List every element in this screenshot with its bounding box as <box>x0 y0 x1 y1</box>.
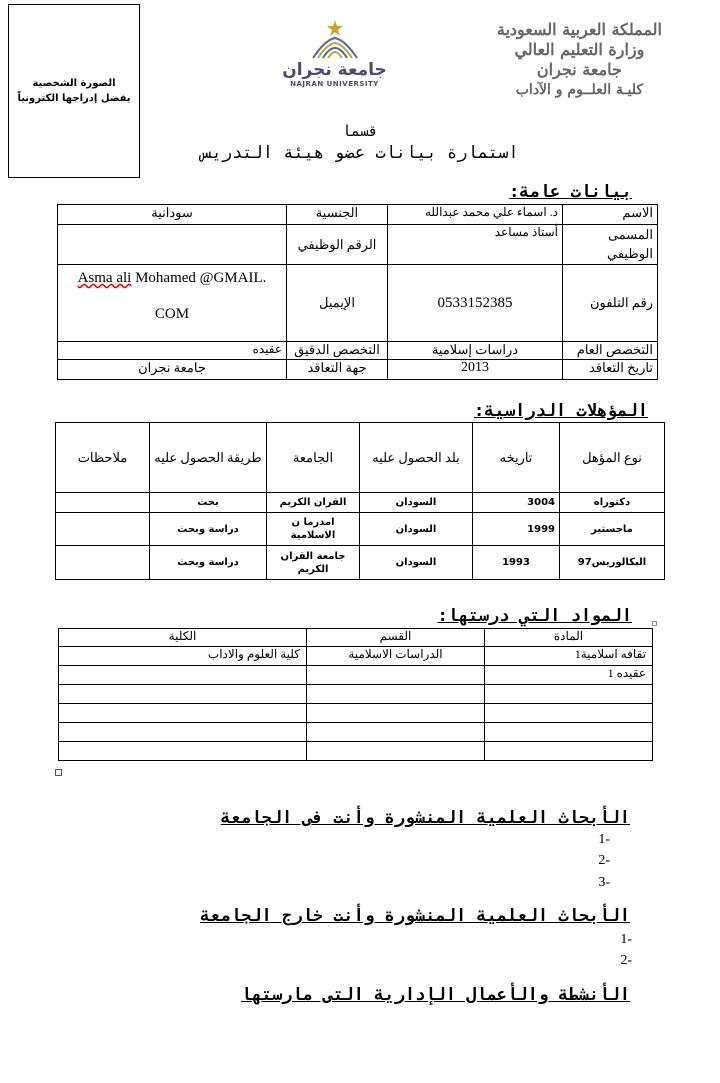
course-cell[interactable] <box>59 685 307 704</box>
course-cell[interactable]: الدراسات الاسلامية <box>307 647 485 666</box>
course-header-subject: المادة <box>485 629 653 647</box>
nationality-label: الجنسية <box>287 205 388 225</box>
phone-label: رقم التلفون <box>563 265 658 342</box>
course-header-department: القسم <box>307 629 485 647</box>
contract-date-label: تاريخ التعاقد <box>563 360 658 380</box>
name-label: الاسم <box>563 205 658 225</box>
course-cell[interactable]: عقيده 1 <box>485 666 653 685</box>
table-resize-handle[interactable] <box>55 769 62 776</box>
qual-header-country: بلد الحصول عليه <box>360 423 473 493</box>
form-title: استمارة بيانات عضو هيئة التدريس <box>201 143 519 163</box>
qual-cell[interactable]: بحث <box>150 493 267 513</box>
general-data-table <box>57 204 658 380</box>
table-row <box>56 513 665 546</box>
job-number-label: الرقم الوظيفي <box>287 225 388 265</box>
research-inside-item-1[interactable]: -1 <box>598 832 610 847</box>
course-cell[interactable] <box>307 723 485 742</box>
research-inside-item-3[interactable]: -3 <box>598 875 610 890</box>
general-spec-value[interactable]: دراسات إسلامية <box>388 342 563 360</box>
qual-cell[interactable]: 1999 <box>473 513 560 546</box>
precise-spec-label: التخصص الدقيق <box>287 342 388 360</box>
table-row <box>59 685 653 704</box>
qual-cell[interactable]: البكالوريس97 <box>560 546 665 580</box>
qualifications-table <box>55 422 665 580</box>
research-outside-item-2[interactable]: -2 <box>620 953 632 968</box>
qual-header-type: نوع المؤهل <box>560 423 665 493</box>
course-cell[interactable] <box>485 742 653 761</box>
header-line-4: كليـة العلــوم و الآداب <box>515 82 644 98</box>
qual-cell[interactable]: القران الكريم <box>267 493 360 513</box>
qual-cell[interactable] <box>56 513 150 546</box>
department-title: قسما <box>341 122 379 140</box>
nationality-value[interactable]: سودانية <box>58 205 287 225</box>
contract-date-value[interactable]: 2013 <box>388 360 563 380</box>
phone-value[interactable]: 0533152385 <box>388 265 563 342</box>
course-header-college: الكلية <box>59 629 307 647</box>
job-number-value[interactable] <box>58 225 287 265</box>
course-cell[interactable] <box>485 704 653 723</box>
qual-cell[interactable]: 3004 <box>473 493 560 513</box>
general-data-heading: بيانات عامة: <box>509 182 632 202</box>
qual-header-notes: ملاحظات <box>56 423 150 493</box>
qual-cell[interactable]: دراسة وبحث <box>150 546 267 580</box>
table-row <box>59 647 653 666</box>
table-row <box>56 546 665 580</box>
course-cell[interactable]: كلية العلوم والاداب <box>59 647 307 666</box>
table-row <box>59 704 653 723</box>
logo-arabic-name: جامعة نجران <box>282 60 387 80</box>
course-cell[interactable] <box>59 666 307 685</box>
course-cell[interactable] <box>59 742 307 761</box>
qual-header-date: تاريخه <box>473 423 560 493</box>
general-spec-label: التخصص العام <box>563 342 658 360</box>
qual-cell[interactable]: دكتوراه <box>560 493 665 513</box>
logo-emblem-icon <box>305 18 365 60</box>
university-logo <box>282 18 387 108</box>
contract-party-value[interactable]: جامعة نجران <box>58 360 287 380</box>
courses-heading: المواد التي درستها: <box>437 606 632 626</box>
table-row <box>59 723 653 742</box>
qual-cell[interactable]: السودان <box>360 493 473 513</box>
qual-cell[interactable]: امدرما ن الاسلامية <box>267 513 360 546</box>
job-title-value[interactable]: أستاذ مساعد <box>388 225 563 265</box>
courses-table <box>58 628 653 761</box>
header-line-2: وزارة التعليم العالي <box>514 40 645 59</box>
research-outside-item-1[interactable]: -1 <box>620 932 632 947</box>
course-cell[interactable] <box>307 742 485 761</box>
qual-cell[interactable]: ماجستير <box>560 513 665 546</box>
research-outside-heading: الأبحاث العلمية المنشورة وأنت خارج الجامعة <box>200 906 630 926</box>
qual-cell[interactable]: السودان <box>360 513 473 546</box>
table-move-handle[interactable] <box>652 621 657 626</box>
research-inside-heading: الأبحاث العلمية المنشورة وأنت فى الجامعة <box>220 808 630 828</box>
course-cell[interactable] <box>307 685 485 704</box>
table-row <box>59 666 653 685</box>
qual-cell[interactable]: 1993 <box>473 546 560 580</box>
activities-heading: الأنشطة والأعمال الإدارية التى مارستها <box>241 985 630 1005</box>
email-value[interactable] <box>58 265 287 342</box>
logo-english-name: NAJRAN UNIVERSITY <box>290 80 379 88</box>
precise-spec-value[interactable]: عقيده <box>58 342 287 360</box>
header-line-1: المملكة العربية السعودية <box>496 20 662 39</box>
qual-cell[interactable]: جامعة القران الكريم <box>267 546 360 580</box>
table-row <box>59 742 653 761</box>
course-cell[interactable]: تقافه اسلامية1 <box>485 647 653 666</box>
qual-header-method: طريقة الحصول عليه <box>150 423 267 493</box>
email-part-1: Asma ali <box>77 270 132 286</box>
email-part-3: COM <box>154 306 190 322</box>
qual-cell[interactable] <box>56 546 150 580</box>
email-part-2: Mohamed @GMAIL. <box>131 270 267 286</box>
name-value[interactable]: د. اسماء علي محمد عبدالله <box>388 205 563 225</box>
course-cell[interactable] <box>307 704 485 723</box>
course-cell[interactable] <box>485 723 653 742</box>
qual-header-university: الجامعة <box>267 423 360 493</box>
course-cell[interactable] <box>59 723 307 742</box>
course-cell[interactable] <box>307 666 485 685</box>
qualifications-heading: المؤهلات الدراسية: <box>474 401 648 421</box>
email-label: الإيميل <box>287 265 388 342</box>
qual-cell[interactable]: دراسة وبحث <box>150 513 267 546</box>
qual-cell[interactable] <box>56 493 150 513</box>
table-row <box>56 493 665 513</box>
photo-label-2: يفضل إدراجها الكترونياً <box>17 93 131 104</box>
course-cell[interactable] <box>485 685 653 704</box>
contract-party-label: جهة التعاقد <box>287 360 388 380</box>
course-cell[interactable] <box>59 704 307 723</box>
research-inside-item-2[interactable]: -2 <box>598 853 610 868</box>
header-line-3: جامعة نجران <box>536 60 622 79</box>
job-title-label: المسمى الوظيفي <box>563 225 658 265</box>
photo-label-1: الصورة الشخصية <box>32 78 116 89</box>
ministry-header <box>497 20 662 100</box>
qual-cell[interactable]: السودان <box>360 546 473 580</box>
